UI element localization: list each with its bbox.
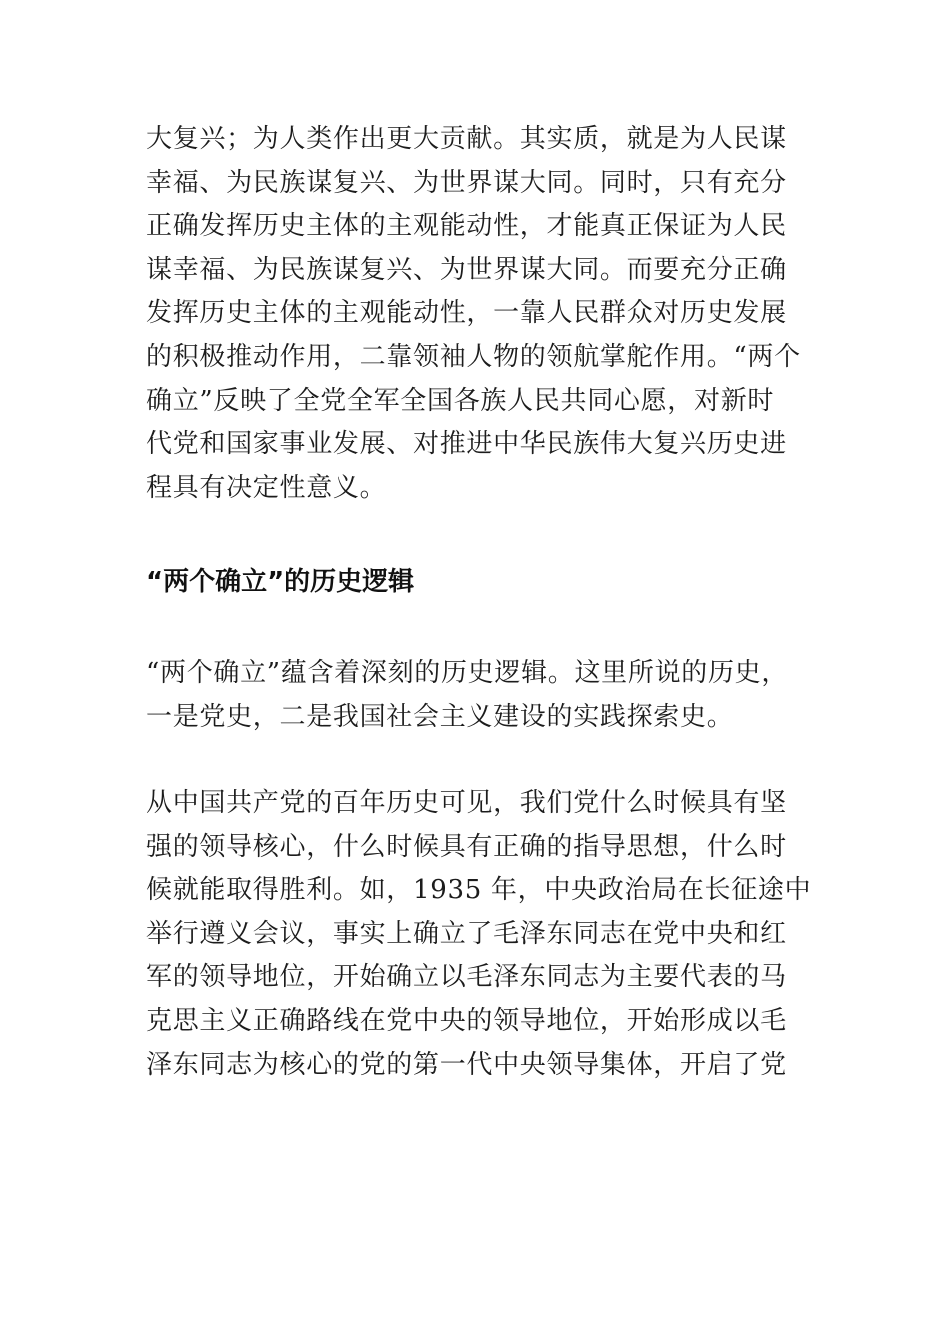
section-heading: “两个确立”的历史逻辑 (146, 567, 415, 597)
paragraph-line: 代党和国家事业发展、对推进中华民族伟大复兴历史进 (146, 429, 787, 460)
paragraph-line: 候就能取得胜利。如，1935 年，中央政治局在长征途中 (146, 875, 812, 906)
paragraph-line: 幸福、为民族谋复兴、为世界谋大同。同时，只有充分 (146, 167, 787, 198)
paragraph-line: 强的领导核心，什么时候具有正确的指导思想，什么时 (146, 831, 787, 862)
paragraph-line: 军的领导地位，开始确立以毛泽东同志为主要代表的马 (146, 962, 787, 993)
paragraph-line: 一是党史，二是我国社会主义建设的实践探索史。 (146, 701, 734, 732)
paragraph-line: 泽东同志为核心的党的第一代中央领导集体，开启了党 (146, 1049, 787, 1080)
paragraph-line: 从中国共产党的百年历史可见，我们党什么时候具有坚 (146, 788, 787, 818)
paragraph-line: 克思主义正确路线在党中央的领导地位，开始形成以毛 (146, 1005, 787, 1036)
paragraph-line: 举行遵义会议，事实上确立了毛泽东同志在党中央和红 (146, 918, 787, 949)
paragraph-2 (146, 652, 816, 739)
paragraph-line: 发挥历史主体的主观能动性，一靠人民群众对历史发展 (146, 298, 787, 329)
paragraph-3 (146, 782, 816, 1087)
paragraph-1 (146, 118, 816, 510)
paragraph-line: 的积极推动作用，二靠领袖人物的领航掌舵作用。“两个 (146, 341, 801, 372)
paragraph-line: 程具有决定性意义。 (146, 472, 387, 503)
paragraph-line: 大复兴；为人类作出更大贡献。其实质，就是为人民谋 (146, 124, 787, 154)
paragraph-line: “两个确立”蕴含着深刻的历史逻辑。这里所说的历史， (146, 658, 789, 688)
paragraph-line: 正确发挥历史主体的主观能动性，才能真正保证为人民 (146, 211, 787, 242)
paragraph-line: 谋幸福、为民族谋复兴、为世界谋大同。而要充分正确 (146, 254, 787, 285)
paragraph-line: 确立”反映了全党全军全国各族人民共同心愿，对新时 (146, 385, 775, 416)
